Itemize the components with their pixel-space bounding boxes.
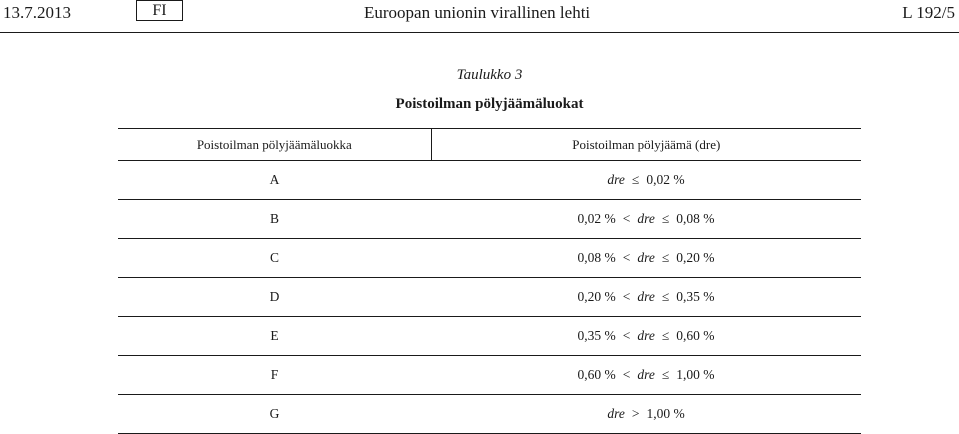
table-row <box>118 317 861 356</box>
dre-symbol: dre <box>607 406 625 421</box>
dre-symbol: dre <box>637 367 655 382</box>
operator-symbol: ≤ <box>661 367 670 382</box>
table-row <box>118 278 861 317</box>
upper-bound: 0,02 % <box>646 172 685 187</box>
less-than-symbol: < <box>622 367 631 382</box>
class-cell: E <box>270 328 279 343</box>
lower-bound: 0,60 % <box>577 367 616 382</box>
residue-cell <box>431 317 861 355</box>
residue-cell <box>431 239 861 277</box>
upper-bound: 0,60 % <box>676 328 715 343</box>
operator-symbol: ≤ <box>661 289 670 304</box>
table-row <box>118 161 861 200</box>
lower-bound: 0,20 % <box>577 289 616 304</box>
header-journal-title: Euroopan unionin virallinen lehti <box>364 3 591 22</box>
upper-bound: 0,08 % <box>676 211 715 226</box>
lower-bound: 0,08 % <box>577 250 616 265</box>
residue-cell <box>431 200 861 238</box>
table-header-row <box>118 128 861 161</box>
dre-symbol: dre <box>637 211 655 226</box>
upper-bound: 0,35 % <box>676 289 715 304</box>
table-row <box>118 239 861 278</box>
table-caption: Taulukko 3 <box>456 67 523 83</box>
header-date: 13.7.2013 <box>3 3 71 22</box>
table-title: Poistoilman pölyjäämäluokat <box>395 96 584 112</box>
class-cell: G <box>269 406 280 421</box>
residue-cell <box>431 161 861 199</box>
operator-symbol: > <box>631 406 640 421</box>
table-row <box>118 356 861 395</box>
header-page-number: L 192/5 <box>902 3 955 22</box>
less-than-symbol: < <box>622 289 631 304</box>
header-language-box: FI <box>136 0 183 21</box>
less-than-symbol: < <box>622 328 631 343</box>
less-than-symbol: < <box>622 250 631 265</box>
column-header-residue: Poistoilman pölyjäämä (dre) <box>572 137 721 152</box>
upper-bound: 1,00 % <box>676 367 715 382</box>
class-cell: F <box>270 367 279 382</box>
residue-cell <box>431 395 861 433</box>
dre-symbol: dre <box>607 172 625 187</box>
upper-bound: 0,20 % <box>676 250 715 265</box>
dre-symbol: dre <box>637 289 655 304</box>
table-body <box>118 161 861 434</box>
table-row <box>118 395 861 434</box>
operator-symbol: ≤ <box>661 211 670 226</box>
operator-symbol: ≤ <box>631 172 640 187</box>
class-cell: C <box>269 250 279 265</box>
dust-class-table <box>118 128 861 434</box>
dre-symbol: dre <box>637 328 655 343</box>
column-header-class: Poistoilman pölyjäämäluokka <box>118 129 432 160</box>
dre-symbol: dre <box>637 250 655 265</box>
operator-symbol: ≤ <box>661 250 670 265</box>
lower-bound: 0,35 % <box>577 328 616 343</box>
operator-symbol: ≤ <box>661 328 670 343</box>
table-row <box>118 200 861 239</box>
lower-bound: 0,02 % <box>577 211 616 226</box>
residue-cell <box>431 278 861 316</box>
class-cell: A <box>269 172 280 187</box>
class-cell: B <box>269 211 279 226</box>
less-than-symbol: < <box>622 211 631 226</box>
header-rule <box>0 32 959 33</box>
residue-cell <box>431 356 861 394</box>
upper-bound: 1,00 % <box>646 406 685 421</box>
class-cell: D <box>269 289 280 304</box>
